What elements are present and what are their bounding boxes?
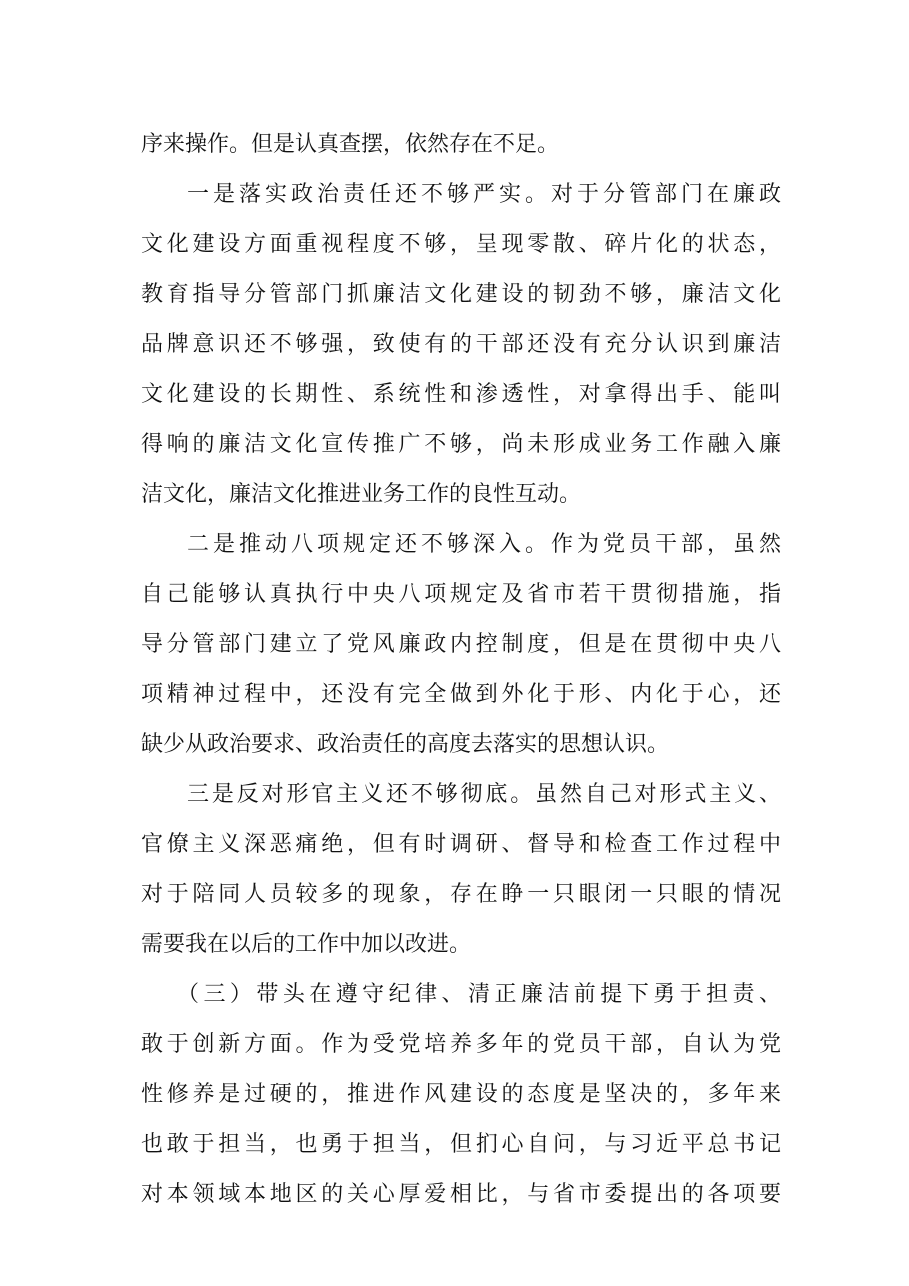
section-heading-line: （三）带头在遵守纪律、清正廉洁前提下勇于担责、: [177, 982, 781, 1007]
paragraph-line: 对本领域本地区的关心厚爱相比，与省市委提出的各项要: [141, 1182, 781, 1207]
paragraph-line: 对于陪同人员较多的现象，存在睁一只眼闭一只眼的情况: [141, 882, 781, 907]
paragraph-line: 品牌意识还不够强，致使有的干部还没有充分认识到廉洁: [141, 332, 781, 357]
paragraph-line: 性修养是过硬的，推进作风建设的态度是坚决的，多年来: [141, 1082, 781, 1107]
paragraph-line: 文化建设的长期性、系统性和渗透性，对拿得出手、能叫: [141, 382, 781, 407]
paragraph-line: 缺少从政治要求、政治责任的高度去落实的思想认识。: [141, 732, 670, 757]
paragraph-line: 序来操作。但是认真查摆，依然存在不足。: [141, 132, 560, 157]
paragraph-line: 二是推动八项规定还不够深入。作为党员干部，虽然: [187, 532, 781, 557]
paragraph-line: 教育指导分管部门抓廉洁文化建设的韧劲不够，廉洁文化: [141, 282, 781, 307]
paragraph-line: 三是反对形官主义还不够彻底。虽然自己对形式主义、: [187, 782, 781, 807]
paragraph-line: 项精神过程中，还没有完全做到外化于形、内化于心，还: [141, 682, 781, 707]
paragraph-line: 需要我在以后的工作中加以改进。: [141, 932, 472, 957]
paragraph-line: 一是落实政治责任还不够严实。对于分管部门在廉政: [187, 182, 781, 207]
paragraph-line: 得响的廉洁文化宣传推广不够，尚未形成业务工作融入廉: [141, 432, 781, 457]
paragraph-line: 也敢于担当，也勇于担当，但扪心自问，与习近平总书记: [141, 1132, 781, 1157]
paragraph-line: 敢于创新方面。作为受党培养多年的党员干部，自认为党: [141, 1032, 781, 1057]
paragraph-line: 洁文化，廉洁文化推进业务工作的良性互动。: [141, 482, 582, 507]
paragraph-line: 自己能够认真执行中央八项规定及省市若干贯彻措施，指: [141, 582, 781, 607]
paragraph-line: 官僚主义深恶痛绝，但有时调研、督导和检查工作过程中: [141, 832, 781, 857]
paragraph-line: 文化建设方面重视程度不够，呈现零散、碎片化的状态，: [141, 232, 781, 257]
paragraph-line: 导分管部门建立了党风廉政内控制度，但是在贯彻中央八: [141, 632, 781, 657]
